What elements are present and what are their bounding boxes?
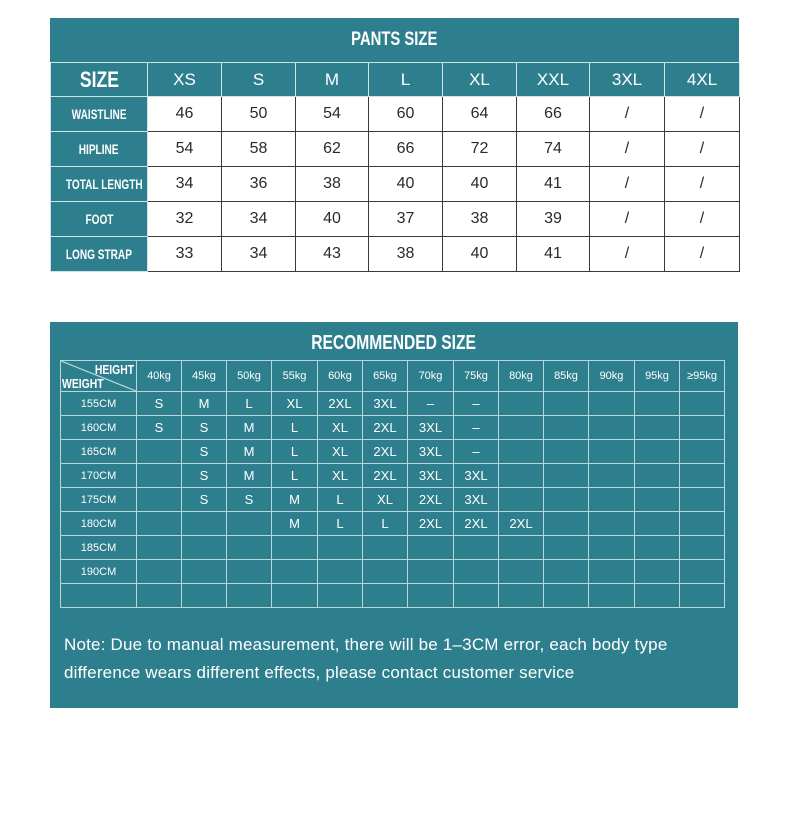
recommended-size-cell: 3XL <box>408 416 454 440</box>
recommended-size-cell: S <box>182 440 227 464</box>
table-row <box>61 392 725 416</box>
recommended-size-cell <box>137 464 182 488</box>
table-row <box>61 536 725 560</box>
weight-header: 90kg <box>589 361 635 392</box>
table-row <box>51 237 740 272</box>
recommended-size-cell <box>137 584 182 608</box>
size-header-xxl: XXL <box>517 63 590 97</box>
recommended-size-cell <box>635 464 680 488</box>
size-header-3xl: 3XL <box>590 63 665 97</box>
recommended-size-cell: XL <box>318 416 363 440</box>
recommended-size-cell: M <box>227 416 272 440</box>
measurement-cell: / <box>590 132 665 167</box>
measurement-cell: 58 <box>222 132 296 167</box>
recommended-size-cell <box>544 440 589 464</box>
recommended-size-cell: S <box>227 488 272 512</box>
recommended-size-cell <box>544 536 589 560</box>
weight-header: 65kg <box>363 361 408 392</box>
recommended-size-cell <box>182 536 227 560</box>
measurement-cell: 37 <box>369 202 443 237</box>
weight-header: 70kg <box>408 361 454 392</box>
measurement-cell: / <box>665 167 740 202</box>
height-row-label <box>61 584 137 608</box>
recommended-size-cell <box>544 464 589 488</box>
table-row <box>51 167 740 202</box>
recommended-size-cell <box>635 536 680 560</box>
recommended-size-cell <box>544 512 589 536</box>
measurement-cell: 72 <box>443 132 517 167</box>
recommended-size-cell: L <box>363 512 408 536</box>
height-row-label: 180CM <box>61 512 137 536</box>
recommended-size-cell: – <box>454 416 499 440</box>
height-weight-corner <box>61 361 137 392</box>
measurement-cell: 62 <box>296 132 369 167</box>
measurement-label: HIPLINE <box>51 132 148 167</box>
recommended-size-cell: XL <box>363 488 408 512</box>
measurement-cell: / <box>590 167 665 202</box>
recommended-size-cell <box>635 440 680 464</box>
size-corner-label: SIZE <box>51 63 148 97</box>
recommended-size-cell <box>544 488 589 512</box>
recommended-size-cell <box>499 560 544 584</box>
recommended-size-cell: L <box>272 440 318 464</box>
recommended-size-cell <box>589 512 635 536</box>
recommended-size-cell: XL <box>318 464 363 488</box>
measurement-cell: 66 <box>369 132 443 167</box>
measurement-label: FOOT <box>51 202 148 237</box>
measurement-cell: / <box>590 97 665 132</box>
weight-header: 95kg <box>635 361 680 392</box>
measurement-cell: 38 <box>443 202 517 237</box>
recommended-size-cell <box>635 488 680 512</box>
recommended-size-cell: M <box>272 512 318 536</box>
measurement-cell: 38 <box>369 237 443 272</box>
recommended-size-cell: 2XL <box>363 416 408 440</box>
recommended-size-cell <box>137 488 182 512</box>
recommended-size-cell <box>182 512 227 536</box>
measurement-cell: 41 <box>517 237 590 272</box>
table-row <box>61 488 725 512</box>
recommended-size-cell: 2XL <box>408 512 454 536</box>
weight-header: 75kg <box>454 361 499 392</box>
pants-header-row <box>51 63 740 97</box>
size-header-xl: XL <box>443 63 517 97</box>
recommended-size-cell <box>589 392 635 416</box>
recommended-size-cell <box>499 392 544 416</box>
size-header-s: S <box>222 63 296 97</box>
measurement-cell: 36 <box>222 167 296 202</box>
recommended-size-title: RECOMMENDED SIZE <box>311 331 477 354</box>
measurement-cell: 66 <box>517 97 590 132</box>
recommended-size-cell: S <box>182 464 227 488</box>
recommended-size-cell <box>408 560 454 584</box>
recommended-size-cell <box>363 536 408 560</box>
height-row-label: 175CM <box>61 488 137 512</box>
recommended-size-cell: M <box>272 488 318 512</box>
recommended-size-cell <box>182 560 227 584</box>
recommended-size-chart <box>50 322 738 708</box>
recommended-size-cell <box>227 560 272 584</box>
recommended-size-cell: 2XL <box>318 392 363 416</box>
recommended-size-cell <box>635 392 680 416</box>
recommended-size-cell: S <box>137 416 182 440</box>
recommended-size-cell <box>680 440 725 464</box>
recommended-size-cell <box>635 512 680 536</box>
pants-size-table <box>50 62 740 272</box>
recommended-size-cell: M <box>227 440 272 464</box>
measurement-cell: 54 <box>148 132 222 167</box>
measurement-cell: 33 <box>148 237 222 272</box>
measurement-cell: / <box>665 237 740 272</box>
table-row <box>61 512 725 536</box>
pants-size-title: PANTS SIZE <box>50 18 739 62</box>
recommended-size-cell: XL <box>318 440 363 464</box>
recommended-size-cell <box>589 464 635 488</box>
recommended-size-cell: 3XL <box>454 488 499 512</box>
recommended-size-cell <box>680 464 725 488</box>
recommended-size-cell <box>363 584 408 608</box>
recommended-size-cell <box>272 584 318 608</box>
recommended-size-cell <box>454 584 499 608</box>
recommended-size-cell: – <box>454 440 499 464</box>
table-row <box>61 464 725 488</box>
recommended-size-cell <box>544 416 589 440</box>
measurement-cell: 41 <box>517 167 590 202</box>
measurement-cell: 43 <box>296 237 369 272</box>
recommended-size-cell: M <box>182 392 227 416</box>
recommended-size-cell <box>499 488 544 512</box>
recommended-size-cell <box>680 488 725 512</box>
measurement-label: LONG STRAP <box>51 237 148 272</box>
recommended-size-cell: S <box>182 416 227 440</box>
measurement-cell: / <box>590 202 665 237</box>
recommended-size-cell <box>635 416 680 440</box>
recommended-size-cell <box>454 536 499 560</box>
measurement-cell: 34 <box>148 167 222 202</box>
weight-header: 50kg <box>227 361 272 392</box>
measurement-cell: 50 <box>222 97 296 132</box>
recommended-size-cell: 2XL <box>363 464 408 488</box>
weight-header: 80kg <box>499 361 544 392</box>
table-row <box>51 97 740 132</box>
recommended-size-cell: L <box>272 416 318 440</box>
recommended-size-cell: 2XL <box>454 512 499 536</box>
recommended-size-cell <box>635 560 680 584</box>
recommended-size-cell <box>589 416 635 440</box>
recommended-size-cell: L <box>318 488 363 512</box>
recommended-size-cell <box>499 464 544 488</box>
measurement-cell: / <box>665 97 740 132</box>
recommended-size-cell <box>499 536 544 560</box>
recommended-size-cell <box>544 584 589 608</box>
weight-header-row <box>61 361 725 392</box>
recommended-size-cell <box>499 440 544 464</box>
table-row <box>51 132 740 167</box>
recommended-size-cell <box>589 560 635 584</box>
recommended-size-cell: 2XL <box>408 488 454 512</box>
recommended-size-cell <box>589 536 635 560</box>
measurement-cell: 38 <box>296 167 369 202</box>
measurement-label: TOTAL LENGTH <box>51 167 148 202</box>
recommended-size-cell <box>408 584 454 608</box>
recommended-size-cell <box>589 584 635 608</box>
weight-header: 45kg <box>182 361 227 392</box>
recommended-size-cell: XL <box>272 392 318 416</box>
height-row-label: 190CM <box>61 560 137 584</box>
recommended-size-cell <box>544 392 589 416</box>
size-header-4xl: 4XL <box>665 63 740 97</box>
measurement-cell: 40 <box>369 167 443 202</box>
recommended-size-cell: 3XL <box>454 464 499 488</box>
table-row <box>51 202 740 237</box>
measurement-cell: 74 <box>517 132 590 167</box>
recommended-size-cell <box>635 584 680 608</box>
recommended-size-cell <box>272 536 318 560</box>
recommended-size-cell <box>499 416 544 440</box>
measurement-cell: 32 <box>148 202 222 237</box>
recommended-size-cell <box>589 440 635 464</box>
recommended-size-cell: L <box>227 392 272 416</box>
recommended-size-cell <box>227 512 272 536</box>
weight-label: WEIGHT <box>62 376 104 391</box>
measurement-cell: 40 <box>443 237 517 272</box>
measurement-label: WAISTLINE <box>51 97 148 132</box>
measurement-cell: 39 <box>517 202 590 237</box>
size-header-l: L <box>369 63 443 97</box>
recommended-size-cell <box>680 416 725 440</box>
recommended-size-cell <box>137 536 182 560</box>
recommended-size-cell <box>680 392 725 416</box>
recommended-size-cell: 3XL <box>363 392 408 416</box>
height-row-label: 170CM <box>61 464 137 488</box>
measurement-cell: 54 <box>296 97 369 132</box>
recommended-size-cell: S <box>137 392 182 416</box>
recommended-size-cell <box>544 560 589 584</box>
measurement-cell: 34 <box>222 202 296 237</box>
measurement-cell: / <box>665 132 740 167</box>
recommended-size-cell: 3XL <box>408 464 454 488</box>
recommended-size-cell <box>454 560 499 584</box>
recommended-size-cell <box>137 512 182 536</box>
recommended-size-cell <box>680 584 725 608</box>
recommended-size-cell: – <box>454 392 499 416</box>
recommended-size-cell: L <box>272 464 318 488</box>
recommended-size-cell <box>680 560 725 584</box>
recommended-size-cell <box>137 440 182 464</box>
recommended-size-cell <box>499 584 544 608</box>
height-row-label: 160CM <box>61 416 137 440</box>
recommended-size-cell: – <box>408 392 454 416</box>
recommended-size-cell <box>318 560 363 584</box>
recommended-size-cell: 2XL <box>363 440 408 464</box>
recommended-size-table <box>60 360 725 608</box>
recommended-size-cell: M <box>227 464 272 488</box>
table-row <box>61 560 725 584</box>
measurement-cell: 64 <box>443 97 517 132</box>
recommended-size-cell <box>272 560 318 584</box>
size-header-m: M <box>296 63 369 97</box>
recommended-size-cell <box>137 560 182 584</box>
recommended-size-cell <box>680 536 725 560</box>
recommended-size-cell: S <box>182 488 227 512</box>
recommended-size-cell <box>227 536 272 560</box>
table-row <box>61 416 725 440</box>
recommended-size-cell <box>363 560 408 584</box>
weight-header: ≥95kg <box>680 361 725 392</box>
measurement-cell: 60 <box>369 97 443 132</box>
measurement-cell: 46 <box>148 97 222 132</box>
recommended-size-cell <box>318 536 363 560</box>
recommended-size-cell <box>227 584 272 608</box>
height-row-label: 185CM <box>61 536 137 560</box>
recommended-size-cell <box>408 536 454 560</box>
table-row <box>61 584 725 608</box>
recommended-size-cell <box>589 488 635 512</box>
measurement-cell: 40 <box>443 167 517 202</box>
recommended-size-cell <box>680 512 725 536</box>
weight-header: 60kg <box>318 361 363 392</box>
recommended-size-cell: 2XL <box>499 512 544 536</box>
size-header-xs: XS <box>148 63 222 97</box>
measurement-cell: / <box>665 202 740 237</box>
table-row <box>61 440 725 464</box>
recommended-size-cell: 3XL <box>408 440 454 464</box>
measurement-cell: / <box>590 237 665 272</box>
weight-header: 55kg <box>272 361 318 392</box>
height-label: HEIGHT <box>94 362 134 377</box>
pants-size-chart <box>50 18 739 272</box>
recommended-size-cell <box>318 584 363 608</box>
recommended-size-cell <box>182 584 227 608</box>
measurement-note: Note: Due to manual measurement, there will be 1–3CM error, each body type difference wears different effects, please contact customer service <box>64 635 668 682</box>
weight-header: 85kg <box>544 361 589 392</box>
height-row-label: 155CM <box>61 392 137 416</box>
height-row-label: 165CM <box>61 440 137 464</box>
measurement-cell: 40 <box>296 202 369 237</box>
measurement-cell: 34 <box>222 237 296 272</box>
weight-header: 40kg <box>137 361 182 392</box>
recommended-size-cell: L <box>318 512 363 536</box>
